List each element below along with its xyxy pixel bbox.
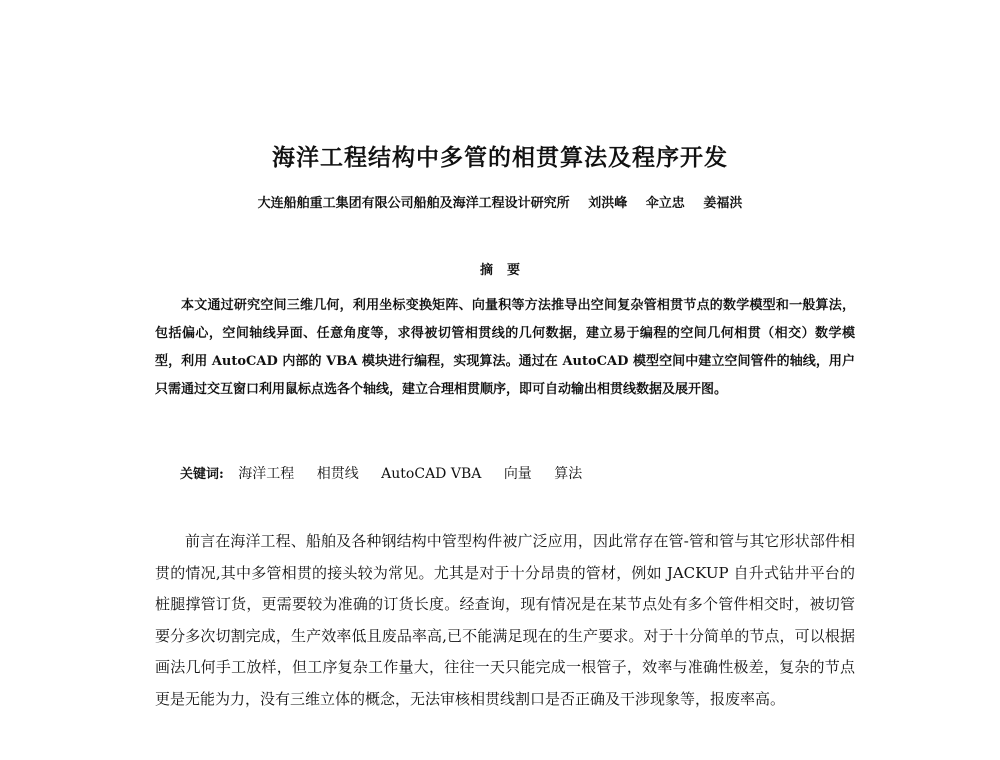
keyword: 海洋工程 — [238, 466, 295, 482]
abstract-heading: 摘要 — [479, 263, 534, 278]
keywords-label: 关键词: — [180, 467, 224, 482]
affiliation: 大连船舶重工集团有限公司船舶及海洋工程设计研究所 — [257, 196, 570, 211]
abstract-text: 本文通过研究空间三维几何，利用坐标变换矩阵、向量积等方法推导出空间复杂管相贯节点的数学模型和一般算法，包括偏心，空间轴线异面、任意角度等，求得被切管相贯线的几何数据，建立易于编程的空间几何相贯（相交）数学模型，利用 AutoCAD 内部的 VBA 模块进行编程，实现算法。通过在 AutoCAD 模型空间中建立空间管件的轴线，用户只需通过交互窗口利用鼠标点选各个轴线，建立合理相贯顺序，即可自动输出相贯线数据及展开图。 — [155, 298, 855, 397]
author-name: 姜福洪 — [703, 196, 743, 211]
keyword: AutoCAD VBA — [381, 466, 482, 482]
affiliation-line — [0, 194, 1000, 214]
keywords-line — [180, 462, 600, 487]
keyword: 相贯线 — [316, 466, 359, 482]
paper-title: 海洋工程结构中多管的相贯算法及程序开发 — [272, 145, 728, 171]
body-paragraph: 前言在海洋工程、船舶及各种钢结构中管型构件被广泛应用，因此常存在管-管和管与其它形状部件相贯的情况,其中多管相贯的接头较为常见。尤其是对于十分昂贵的管材，例如 JACKUP 自升式钻井平台的桩腿撑管订货，更需要较为准确的订货长度。经查询，现有情况是在某节点处有多个管件相交时，被切管要分多次切割完成，生产效率低且废品率高,已不能满足现在的生产要求。对于十分简单的节点，可以根据画法几何手工放样，但工序复杂工作量大，往往一天只能完成一根管子，效率与准确性极差，复杂的节点更是无能为力，没有三维立体的概念，无法审核相贯线割口是否正确及干涉现象等，报废率高。 — [155, 532, 855, 708]
keyword: 算法 — [554, 466, 583, 482]
author-name: 刘洪峰 — [588, 196, 628, 211]
author-name: 伞立忠 — [645, 196, 685, 211]
keyword: 向量 — [503, 466, 532, 482]
